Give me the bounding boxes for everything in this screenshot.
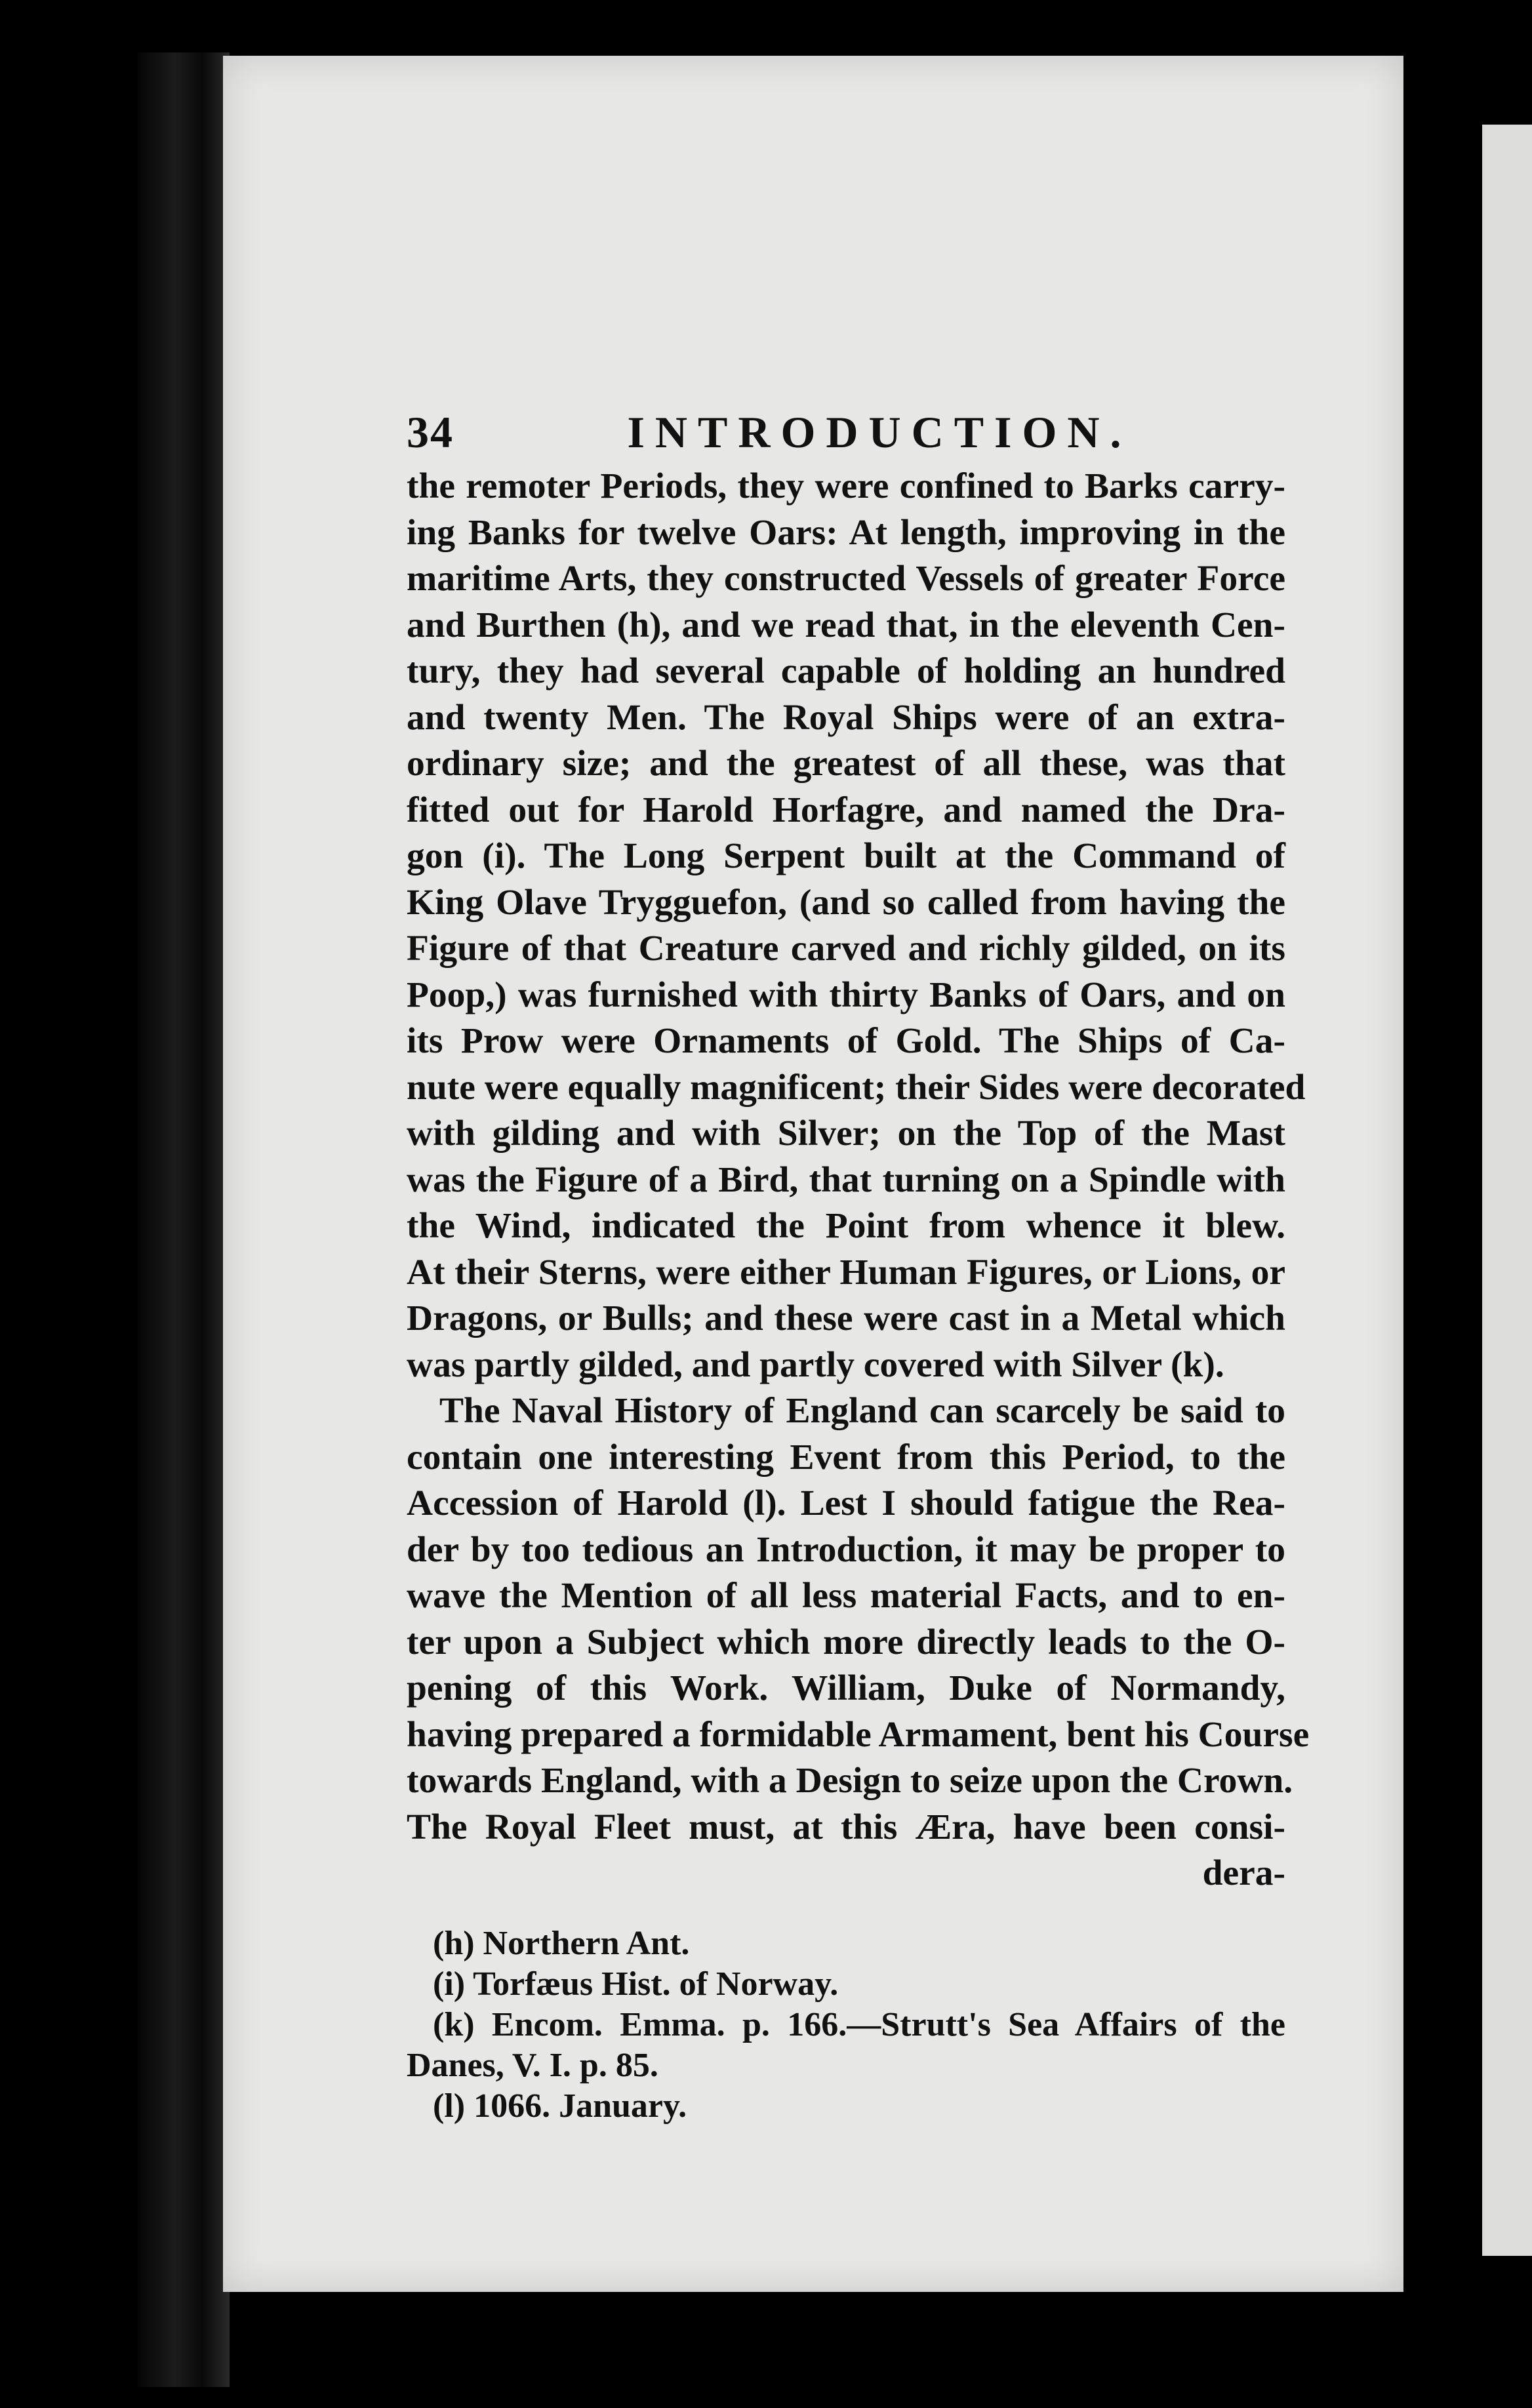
footnote: (k) Encom. Emma. p. 166.—Strutt's Sea Affairs of the [433, 2005, 1285, 2043]
body-line: contain one interesting Event from this Period, to the [407, 1437, 1285, 1477]
body-line: Poop,) was furnished with thirty Banks of Oars, and on [407, 974, 1285, 1015]
body-line: pening of this Work. William, Duke of Normandy, [407, 1668, 1285, 1708]
footnote: (h) Northern Ant. [433, 1924, 690, 1962]
body-line: Dragons, or Bulls; and these were cast in a Metal which [407, 1298, 1285, 1338]
body-line: was the Figure of a Bird, that turning on a Spindle with [407, 1159, 1285, 1200]
body-line: wave the Mention of all less material Facts, and to en- [407, 1576, 1285, 1616]
footnote: (l) 1066. January. [433, 2087, 687, 2125]
body-line: der by too tedious an Introduction, it may be proper to [407, 1529, 1285, 1570]
footnotes [407, 1923, 1285, 2127]
body-line: gon (i). The Long Serpent built at the Command of [407, 836, 1285, 876]
body-line: towards England, with a Design to seize upon the Crown. [407, 1761, 1293, 1801]
body-line: Accession of Harold (l). Lest I should fatigue the Rea- [407, 1483, 1285, 1523]
facing-page-edge [1482, 125, 1532, 2256]
body-line: ing Banks for twelve Oars: At length, improving in the [407, 512, 1285, 553]
body-line: maritime Arts, they constructed Vessels of greater Force [407, 559, 1285, 599]
body-line: fitted out for Harold Horfagre, and named the Dra- [407, 790, 1285, 830]
body-line: Figure of that Creature carved and richly gilded, on its [407, 929, 1285, 969]
body-text [407, 464, 1310, 1897]
book-binding-edge [138, 52, 230, 2387]
page-number: 34 [407, 407, 454, 457]
body-line: tury, they had several capable of holding an hundred [407, 651, 1285, 691]
footnote-continuation: Danes, V. I. p. 85. [407, 2046, 658, 2084]
body-line: ordinary size; and the greatest of all these, was that [407, 744, 1285, 784]
body-line: having prepared a formidable Armament, bent his Course [407, 1714, 1310, 1755]
catchword: dera- [1202, 1853, 1285, 1893]
body-line: was partly gilded, and partly covered with Silver (k). [407, 1344, 1224, 1385]
footnote: (i) Torfæus Hist. of Norway. [433, 1965, 839, 2003]
body-line: The Royal Fleet must, at this Æra, have been consi- [407, 1807, 1285, 1847]
body-line: and twenty Men. The Royal Ships were of an extra- [407, 697, 1285, 738]
running-title: INTRODUCTION. [627, 407, 1132, 457]
page-text [407, 407, 1310, 2127]
paragraph-start-line: The Naval History of England can scarcely be said to [439, 1391, 1285, 1431]
body-line: nute were equally magnificent; their Sides were decorated [407, 1067, 1306, 1108]
body-line: At their Sterns, were either Human Figures, or Lions, or [407, 1252, 1285, 1293]
body-line: the remoter Periods, they were confined to Barks carry- [407, 466, 1285, 506]
body-line: its Prow were Ornaments of Gold. The Ships of Ca- [407, 1021, 1285, 1061]
body-line: King Olave Trygguefon, (and so called from having the [407, 882, 1285, 923]
body-line: and Burthen (h), and we read that, in the eleventh Cen- [407, 605, 1285, 645]
body-line: with gilding and with Silver; on the Top of the Mast [407, 1114, 1285, 1154]
running-header [407, 407, 1285, 458]
body-line: the Wind, indicated the Point from whence it blew. [407, 1206, 1285, 1246]
body-line: ter upon a Subject which more directly leads to the O- [407, 1622, 1285, 1662]
